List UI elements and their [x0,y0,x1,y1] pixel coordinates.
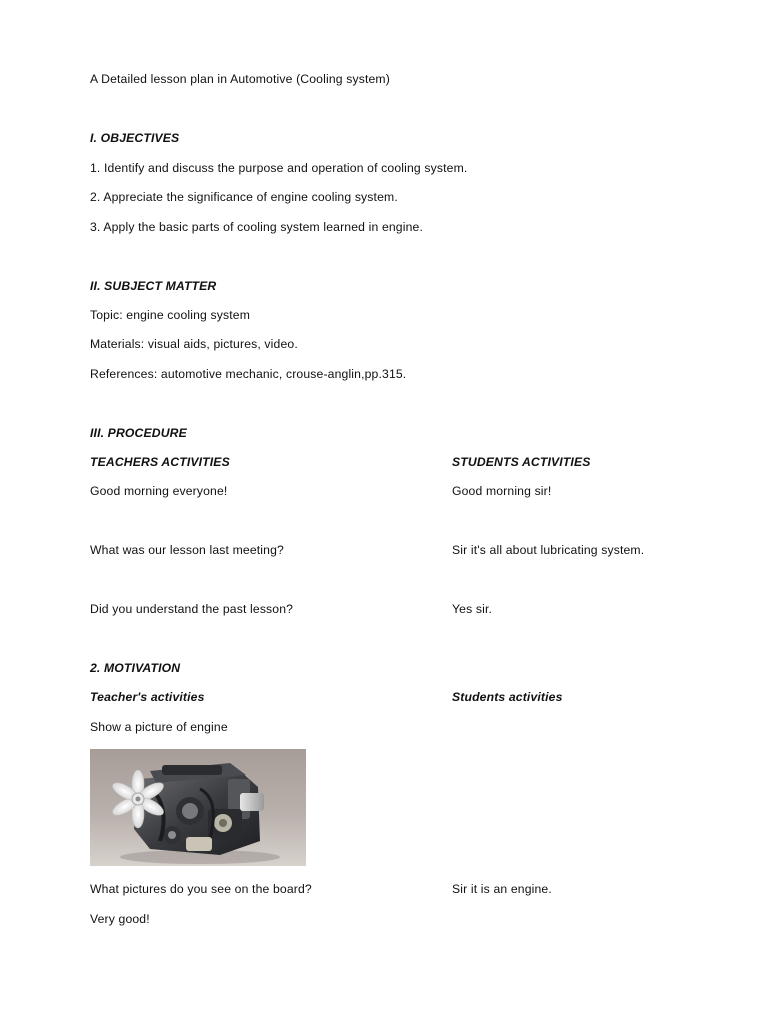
teacher-line: Did you understand the past lesson? [90,602,294,616]
motivation-heading: 2. MOTIVATION [90,661,181,675]
objective-item: 2. Appreciate the significance of engine cooling system. [90,190,398,204]
students-activities-header: STUDENTS ACTIVITIES [452,455,591,469]
subject-materials: Materials: visual aids, pictures, video. [90,337,298,351]
document-title: A Detailed lesson plan in Automotive (Cooling system) [90,72,390,86]
teacher-line: Good morning everyone! [90,484,228,498]
teacher-line: What was our lesson last meeting? [90,543,284,557]
engine-photo-icon [90,749,306,866]
objectives-heading: I. OBJECTIVES [90,131,180,145]
student-line: Yes sir. [452,602,493,616]
teacher-question: What pictures do you see on the board? [90,882,312,896]
student-answer: Sir it is an engine. [452,882,552,896]
procedure-heading: III. PROCEDURE [90,426,187,440]
subject-references: References: automotive mechanic, crouse-anglin,pp.315. [90,367,407,381]
teacher-praise: Very good! [90,912,150,926]
subject-topic: Topic: engine cooling system [90,308,251,322]
motivation-students-header: Students activities [452,690,563,704]
student-line: Sir it's all about lubricating system. [452,543,645,557]
objective-item: 1. Identify and discuss the purpose and operation of cooling system. [90,161,468,175]
student-line: Good morning sir! [452,484,552,498]
teachers-activities-header: TEACHERS ACTIVITIES [90,455,230,469]
objective-item: 3. Apply the basic parts of cooling system learned in engine. [90,220,423,234]
show-picture-line: Show a picture of engine [90,720,228,734]
motivation-teachers-header: Teacher's activities [90,690,205,704]
subject-matter-heading: II. SUBJECT MATTER [90,279,217,293]
